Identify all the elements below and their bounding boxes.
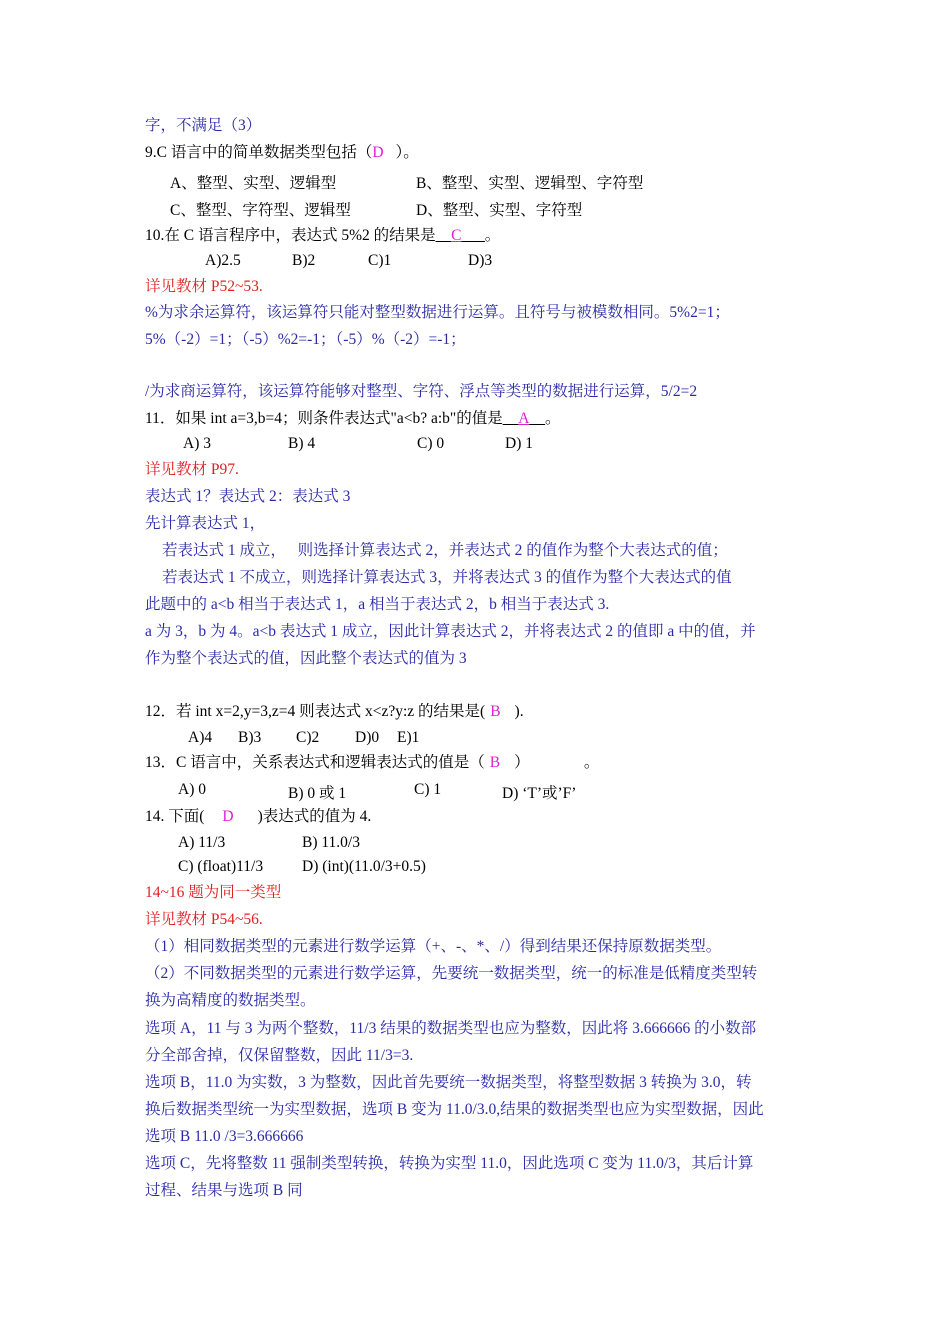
continued-line: 字，不满足（3）	[145, 117, 262, 134]
q13-option-b: B) 0 或 1	[288, 785, 347, 802]
q12-answer: B	[490, 703, 501, 720]
q14-explanation-10: 过程、结果与选项 B 同	[145, 1182, 303, 1199]
q14-option-c: C) (float)11/3	[178, 858, 264, 875]
q10-answer: C	[451, 227, 462, 244]
q13-stem-end: ） 。	[514, 754, 600, 771]
q12-option-b: B)3	[238, 729, 262, 746]
question-12	[145, 702, 524, 722]
q11-option-d: D) 1	[505, 435, 533, 452]
q14-group-note: 14~16 题为同一类型	[145, 884, 282, 901]
q14-explanation-1: （1）相同数据类型的元素进行数学运算（+、-、*、/）得到结果还保持原数据类型。	[145, 938, 722, 955]
q14-explanation-5: 分全部舍掉，仅保留整数，因此 11/3=3.	[145, 1047, 414, 1064]
q13-option-c: C) 1	[414, 781, 442, 798]
q14-explanation-8: 选项 B 11.0 /3=3.666666	[145, 1128, 304, 1145]
question-10	[145, 226, 500, 246]
q11-explanation-4: 若表达式 1 不成立，则选择计算表达式 3，并将表达式 3 的值作为整个大表达式的值	[162, 569, 732, 586]
question-14	[145, 807, 371, 827]
q11-explanation-5: 此题中的 a<b 相当于表达式 1，a 相当于表达式 2，b 相当于表达式 3.	[145, 596, 610, 613]
q9-answer: D	[372, 144, 384, 161]
q14-answer: D	[222, 808, 234, 825]
q11-option-c: C) 0	[417, 435, 445, 452]
q10-option-c: C)1	[368, 252, 392, 269]
q13-answer: B	[489, 754, 501, 771]
q10-stem: 10.在 C 语言程序中，表达式 5%2 的结果是	[145, 227, 436, 244]
q10-option-d: D)3	[468, 252, 493, 269]
q11-explanation-2: 先计算表达式 1，	[145, 515, 266, 532]
q14-explanation-6: 选项 B，11.0 为实数，3 为整数，因此首先要统一数据类型，将整型数据 3 转换为 3.0，转	[145, 1074, 752, 1091]
q12-option-c: C)2	[296, 729, 320, 746]
question-11	[145, 409, 560, 429]
q14-stem-end: )表达式的值为 4.	[257, 808, 372, 825]
q11-explanation-6: a 为 3，b 为 4。a<b 表达式 1 成立，因此计算表达式 2，并将表达式 2 的值即 a 中的值，并	[145, 623, 756, 640]
q14-explanation-9: 选项 C，先将整数 11 强制类型转换，转换为实型 11.0，因此选项 C 变为 11.0/3，其后计算	[145, 1155, 754, 1172]
q13-option-d: D) ‘T’或’F’	[502, 785, 577, 802]
q14-option-a: A) 11/3	[178, 834, 226, 851]
q11-blank-right: __	[529, 410, 545, 427]
q11-answer: A	[518, 410, 530, 427]
q14-explanation-2: （2）不同数据类型的元素进行数学运算，先要统一数据类型，统一的标准是低精度类型转	[145, 965, 758, 982]
q10-explanation-3: /为求商运算符，该运算符能够对整型、字符、浮点等类型的数据进行运算，5/2=2	[145, 383, 698, 400]
q9-option-a: A、整型、实型、逻辑型	[170, 175, 337, 192]
q11-explanation-7: 作为整个表达式的值，因此整个表达式的值为 3	[145, 650, 467, 667]
q11-blank-left: __	[502, 410, 519, 427]
q11-stem-end: 。	[544, 410, 561, 427]
q12-option-a: A)4	[188, 729, 213, 746]
question-9	[145, 143, 419, 163]
q14-explanation-7: 换后数据类型统一为实型数据，选项 B 变为 11.0/3.0,结果的数据类型也应为实型数据，因此	[145, 1101, 764, 1118]
q14-option-b: B) 11.0/3	[302, 834, 360, 851]
q14-stem: 14. 下面(	[145, 808, 205, 825]
q10-reference: 详见教材 P52~53.	[145, 278, 263, 295]
q12-option-e: E)1	[397, 729, 420, 746]
q13-stem: 13．C 语言中，关系表达式和逻辑表达式的值是（	[145, 754, 485, 771]
q9-stem: 9.C 语言中的简单数据类型包括（	[145, 144, 373, 161]
q11-explanation-1: 表达式 1？表达式 2：表达式 3	[145, 488, 351, 505]
q10-stem-end: 。	[484, 227, 501, 244]
q13-option-a: A) 0	[178, 781, 206, 798]
q10-option-a: A)2.5	[205, 252, 241, 269]
q11-option-a: A) 3	[183, 435, 211, 452]
q10-explanation-1: %为求余运算符，该运算符只能对整型数据进行运算。且符号与被模数相同。5%2=1；	[145, 304, 730, 321]
q9-stem-end: ）。	[395, 144, 419, 161]
question-13	[145, 753, 599, 773]
q12-stem-end: ).	[514, 703, 524, 720]
q10-explanation-2: 5%（-2）=1；（-5）%2=-1；（-5）%（-2）=-1；	[145, 331, 466, 348]
q11-reference: 详见教材 P97.	[145, 461, 239, 478]
q12-stem: 12．若 int x=2,y=3,z=4 则表达式 x<z?y:z 的结果是(	[145, 703, 486, 720]
q14-reference: 详见教材 P54~56.	[145, 911, 263, 928]
q14-explanation-3: 换为高精度的数据类型。	[145, 992, 316, 1009]
q14-option-d: D) (int)(11.0/3+0.5)	[302, 858, 426, 875]
q10-blank-left: __	[435, 227, 452, 244]
q9-option-d: D、整型、实型、字符型	[416, 202, 583, 219]
q10-option-b: B)2	[292, 252, 316, 269]
q11-explanation-3: 若表达式 1 成立， 则选择计算表达式 2，并表达式 2 的值作为整个大表达式的值；	[162, 542, 728, 559]
q11-stem: 11．如果 int a=3,b=4；则条件表达式"a<b? a:b"的值是	[145, 410, 503, 427]
q10-blank-right: ___	[461, 227, 485, 244]
q9-option-c: C、整型、字符型、逻辑型	[170, 202, 351, 219]
q9-option-b: B、整型、实型、逻辑型、字符型	[416, 175, 644, 192]
q14-explanation-4: 选项 A，11 与 3 为两个整数，11/3 结果的数据类型也应为整数，因此将 3.666666 的小数部	[145, 1020, 757, 1037]
q11-option-b: B) 4	[288, 435, 316, 452]
q12-option-d: D)0	[355, 729, 380, 746]
